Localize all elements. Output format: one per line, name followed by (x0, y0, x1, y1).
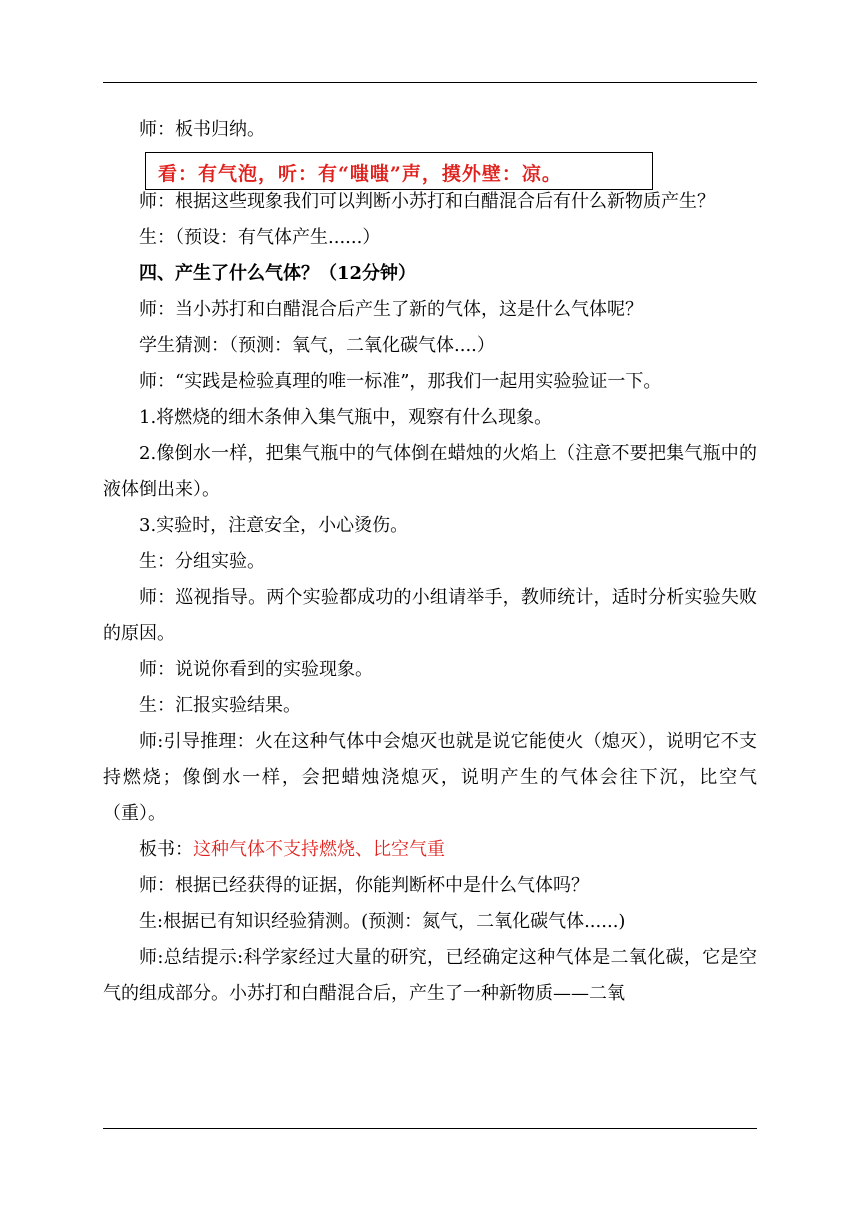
paragraph: 师：当小苏打和白醋混合后产生了新的气体，这是什么气体呢？ (139, 299, 643, 320)
document-body (103, 112, 757, 1012)
footer-rule (103, 1128, 757, 1129)
observation-text: 看：有气泡，听：有“嗤嗤”声，摸外壁：凉。 (158, 163, 562, 185)
paragraph: 师：巡视指导。两个实验都成功的小组请举手，教师统计，适时分析实验失败的原因。 (103, 587, 757, 644)
step-item: 2.像倒水一样，把集气瓶中的气体倒在蜡烛的火焰上（注意不要把集气瓶中的液体倒出来）。 (103, 443, 757, 500)
paragraph: 生:根据已有知识经验猜测。(预测：氮气，二氧化碳气体......) (139, 911, 626, 932)
paragraph: 生：（预设：有气体产生......） (139, 227, 381, 248)
paragraph: 师：说说你看到的实验现象。 (139, 659, 373, 680)
paragraph: 师：根据这些现象我们可以判断小苏打和白醋混合后有什么新物质产生？ (139, 191, 715, 212)
paragraph: 师:总结提示:科学家经过大量的研究，已经确定这种气体是二氧化碳，它是空气的组成部分。小苏打和白醋混合后，产生了一种新物质——二氧 (103, 947, 757, 1004)
blackboard-prefix: 板书： (139, 839, 193, 860)
blackboard-red-text: 这种气体不支持燃烧、比空气重 (193, 839, 445, 860)
header-rule (103, 82, 757, 83)
paragraph: 生：汇报实验结果。 (139, 695, 301, 716)
step-item: 3.实验时，注意安全，小心烫伤。 (139, 515, 409, 536)
paragraph: 生：分组实验。 (139, 551, 265, 572)
paragraph: 师:引导推理：火在这种气体中会熄灭也就是说它能使火（熄灭），说明它不支持燃烧；像倒水一样，会把蜡烛浇熄灭，说明产生的气体会往下沉，比空气（重）。 (103, 731, 757, 824)
observation-box (145, 152, 653, 190)
step-item: 1.将燃烧的细木条伸入集气瓶中，观察有什么现象。 (139, 407, 553, 428)
blackboard-note (103, 832, 757, 868)
highlight-box-wrapper (103, 148, 757, 184)
paragraph: 师：板书归纳。 (139, 119, 265, 140)
paragraph: 学生猜测：（预测：氧气，二氧化碳气体....） (139, 335, 495, 356)
paragraph: 师：“实践是检验真理的唯一标准”，那我们一起用实验验证一下。 (139, 371, 662, 392)
section-heading: 四、产生了什么气体？（12分钟） (139, 263, 417, 284)
paragraph: 师：根据已经获得的证据，你能判断杯中是什么气体吗？ (139, 875, 589, 896)
